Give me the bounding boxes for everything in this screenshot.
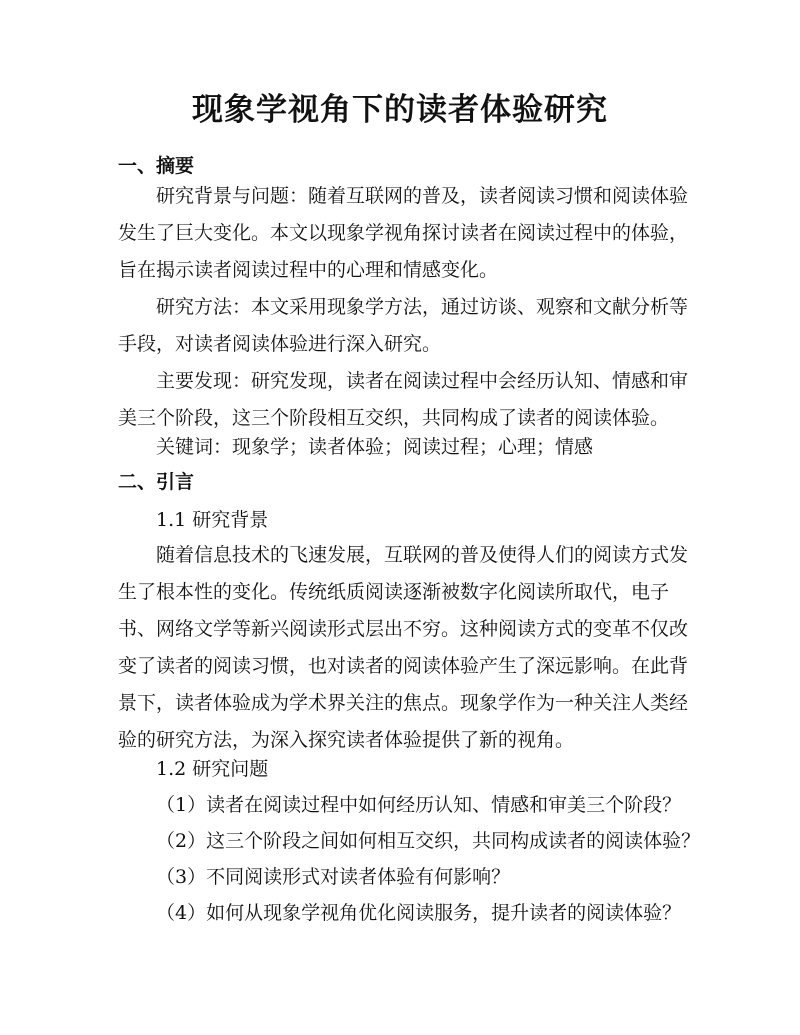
research-question-2: （2）这三个阶段之间如何相互交织，共同构成读者的阅读体验？ (156, 830, 701, 852)
abstract-findings-paragraph: 主要发现：研究发现，读者在阅读过程中会经历认知、情感和审美三个阶段，这三个阶段相互交织，共同构成了读者的阅读体验。 (118, 370, 689, 429)
section-1-1-title: 1.1 研究背景 (156, 509, 269, 531)
abstract-keywords: 关键词：现象学；读者体验；阅读过程；心理；情感 (156, 436, 594, 458)
research-question-3: （3）不同阅读形式对读者体验有何影响？ (156, 866, 511, 888)
research-question-4: （4）如何从现象学视角优化阅读服务，提升读者的阅读体验？ (156, 902, 682, 924)
abstract-background-paragraph: 研究背景与问题：随着互联网的普及，读者阅读习惯和阅读体验发生了巨大变化。本文以现象学视角探讨读者在阅读过程中的体验，旨在揭示读者阅读过程中的心理和情感变化。 (118, 185, 689, 281)
abstract-method-paragraph: 研究方法：本文采用现象学方法，通过访谈、观察和文献分析等手段，对读者阅读体验进行深入研究。 (118, 296, 689, 355)
section-1-1-paragraph: 随着信息技术的飞速发展，互联网的普及使得人们的阅读方式发生了根本性的变化。传统纸质阅读逐渐被数字化阅读所取代，电子书、网络文学等新兴阅读形式层出不穷。这种阅读方式的变革不仅改变了读者的阅读习惯，也对读者的阅读体验产生了深远影响。在此背景下，读者体验成为学术界关注的焦点。现象学作为一种关注人类经验的研究方法，为深入探究读者体验提供了新的视角。 (118, 544, 689, 751)
document-title: 现象学视角下的读者体验研究 (192, 92, 608, 128)
introduction-heading: 二、引言 (118, 471, 195, 493)
research-question-1: （1）读者在阅读过程中如何经历认知、情感和审美三个阶段？ (156, 794, 682, 816)
section-1-2-title: 1.2 研究问题 (156, 758, 269, 780)
abstract-heading: 一、摘要 (118, 155, 195, 177)
